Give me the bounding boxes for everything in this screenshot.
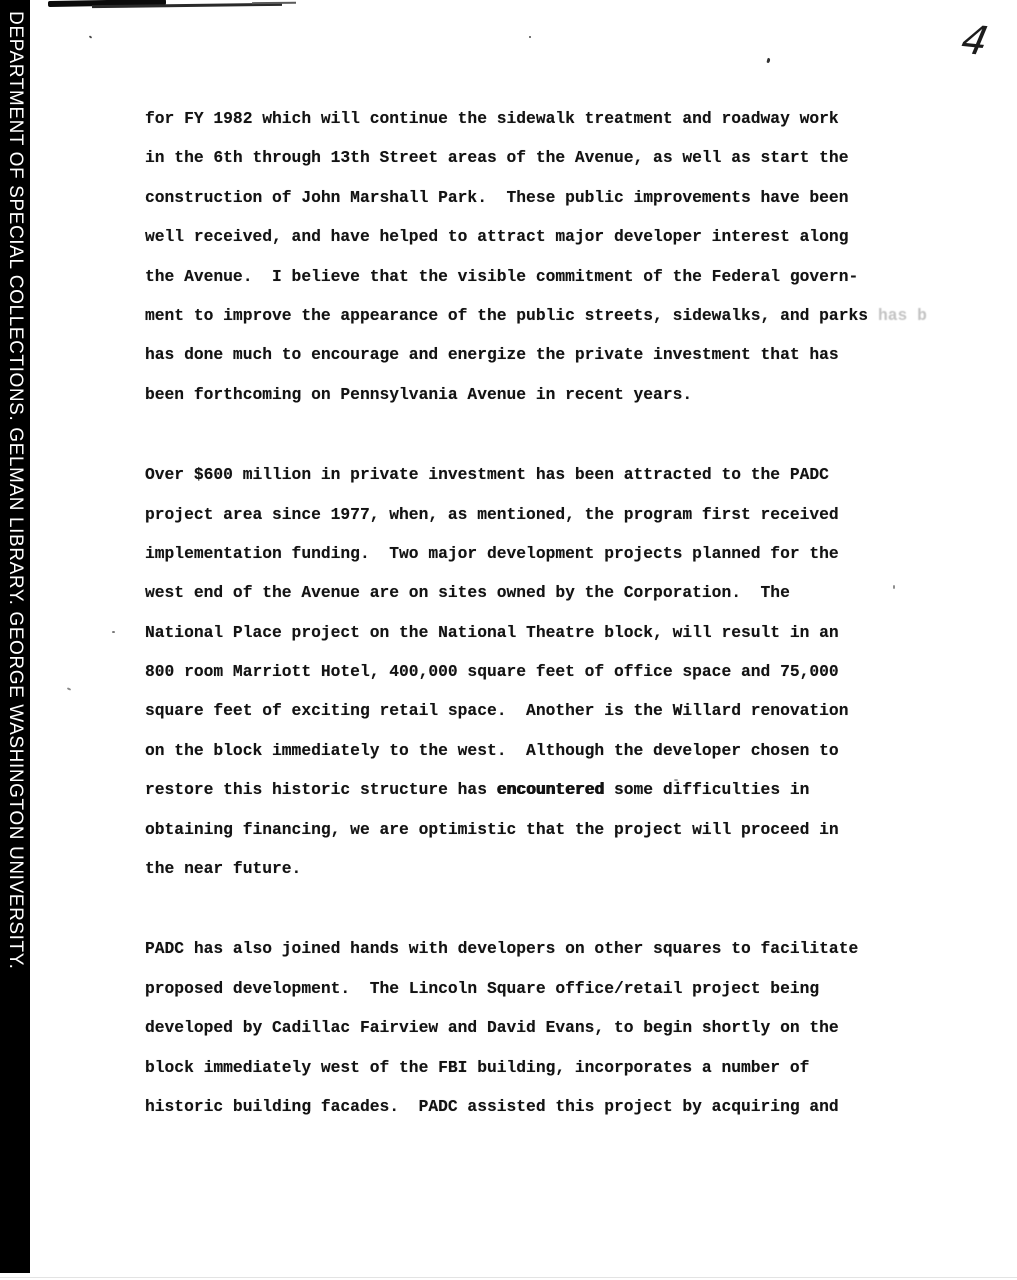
typewritten-line: implementation funding. Two major development projects planned for the — [145, 543, 839, 563]
typewritten-line: 800 room Marriott Hotel, 400,000 square feet of office space and 75,000 — [145, 662, 839, 682]
paragraph-2 — [145, 455, 927, 888]
typewritten-line — [145, 296, 927, 335]
typewritten-line: proposed development. The Lincoln Square office/retail project being — [145, 978, 820, 998]
typewritten-line: National Place project on the National Theatre block, will result in an — [145, 622, 839, 642]
typewritten-line: the Avenue. I believe that the visible commitment of the Federal govern- — [145, 266, 859, 286]
typewritten-line: PADC has also joined hands with developers on other squares to facilitate — [145, 939, 859, 959]
typewritten-line: has done much to encourage and energize the private investment that has — [145, 345, 839, 365]
page-bottom-edge — [0, 1277, 1017, 1278]
archive-stamp-text: DEPARTMENT OF SPECIAL COLLECTIONS. GELMAN LIBRARY. GEORGE WASHINGTON UNIVERSITY. — [5, 11, 26, 970]
typewritten-line: on the block immediately to the west. Although the developer chosen to — [145, 740, 839, 760]
typewritten-line: developed by Cadillac Fairview and David Evans, to begin shortly on the — [145, 1018, 839, 1038]
typewritten-line: project area since 1977, when, as mentioned, the program first received — [145, 504, 839, 524]
typewritten-line: for FY 1982 which will continue the sidewalk treatment and roadway work — [145, 109, 839, 128]
typewritten-line: block immediately west of the FBI building, incorporates a number of — [145, 1057, 810, 1077]
typewritten-line — [145, 770, 927, 809]
typewritten-line: west end of the Avenue are on sites owned by the Corporation. The — [145, 583, 790, 603]
typewritten-line: well received, and have helped to attract major developer interest along — [145, 227, 849, 247]
typewritten-line: in the 6th through 13th Street areas of the Avenue, as well as start the — [145, 148, 849, 168]
overstruck-word: encountered — [496, 780, 605, 800]
paragraph-1 — [145, 99, 927, 414]
typewritten-line: construction of John Marshall Park. These public improvements have been — [145, 187, 849, 207]
typewritten-line: square feet of exciting retail space. Another is the Willard renovation — [145, 701, 849, 721]
paragraph-3 — [145, 929, 927, 1126]
faded-ghost-text: has b — [878, 305, 927, 325]
typewritten-line: been forthcoming on Pennsylvania Avenue in recent years. — [145, 384, 693, 404]
handwritten-page-number: 4 — [957, 17, 993, 65]
typewritten-text: restore this historic structure has — [145, 780, 497, 800]
typewritten-text: some difficulties in — [604, 780, 810, 800]
typewritten-line: the near future. — [145, 859, 302, 879]
typewritten-line: historic building facades. PADC assisted this project by acquiring and — [145, 1096, 839, 1116]
typewritten-line: obtaining financing, we are optimistic that the project will proceed in — [145, 819, 839, 839]
typewritten-text: ment to improve the appearance of the public streets, sidewalks, and parks — [145, 305, 869, 325]
typewritten-line: Over $600 million in private investment has been attracted to the PADC — [145, 465, 829, 485]
